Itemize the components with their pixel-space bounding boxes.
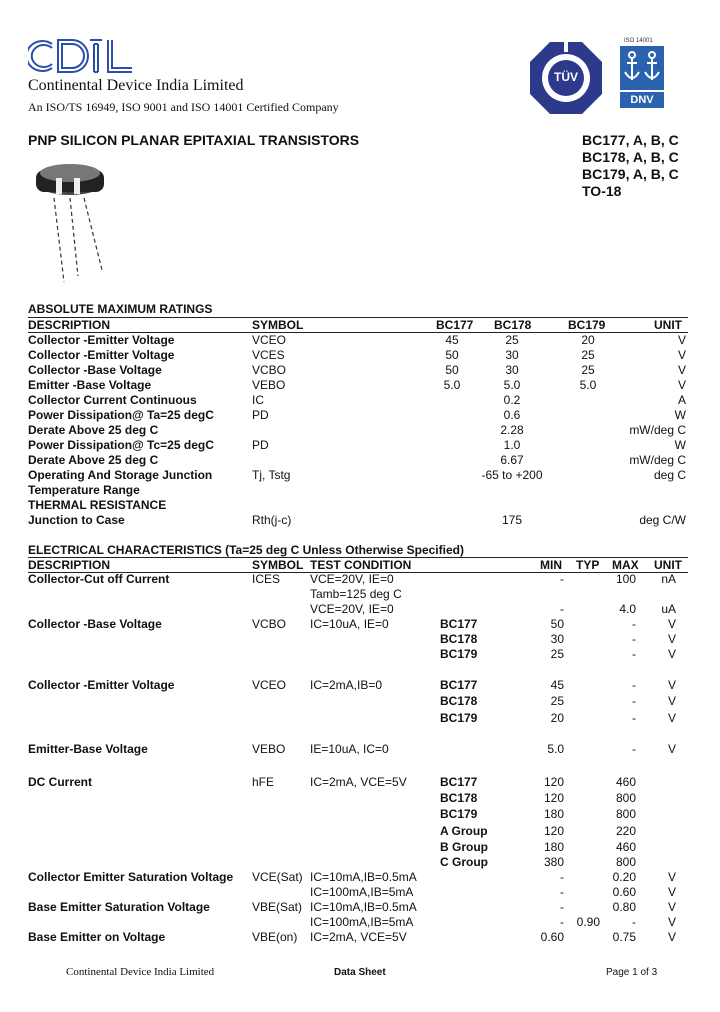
row-part: BC179	[440, 711, 478, 725]
part-list	[582, 132, 679, 200]
row-bc179: 25	[581, 348, 595, 362]
row-unit: V	[667, 632, 676, 646]
col-bc179: BC179	[568, 318, 606, 332]
col-bc177: BC177	[436, 318, 474, 332]
row-description: Collector Current Continuous	[28, 393, 197, 407]
row-max: 800	[615, 807, 636, 821]
row-part: B Group	[440, 840, 488, 854]
elec-row	[28, 915, 688, 930]
row-max: -	[632, 742, 636, 756]
row-description: Derate Above 25 deg C	[28, 453, 159, 467]
row-unit: V	[667, 647, 676, 661]
row-min: 5.0	[547, 742, 564, 756]
row-unit: deg C/W	[639, 513, 686, 527]
row-min: 20	[550, 711, 564, 725]
row-max: 800	[615, 791, 636, 805]
dnv-badge	[620, 38, 664, 110]
elec-row	[28, 775, 688, 790]
row-test-condition: IC=2mA, VCE=5V	[310, 930, 407, 944]
row-max: -	[632, 632, 636, 646]
row-unit: V	[667, 885, 676, 899]
row-max: 0.80	[612, 900, 636, 914]
row-min: 180	[543, 840, 564, 854]
row-min: -	[560, 602, 564, 616]
elec-header-row	[28, 557, 688, 573]
row-min: 25	[550, 694, 564, 708]
row-symbol: IC	[252, 393, 264, 407]
cdil-logo	[28, 36, 134, 76]
row-test-condition: IC=2mA,IB=0	[310, 678, 383, 692]
row-unit: mW/deg C	[629, 453, 686, 467]
elec-row	[28, 807, 688, 822]
row-bc178: 2.28	[500, 423, 524, 437]
company-name: Continental Device India Limited	[28, 77, 244, 94]
row-max: 4.0	[619, 602, 636, 616]
abs-max-rows	[28, 333, 688, 528]
row-max: 220	[615, 824, 636, 838]
row-symbol: VCE(Sat)	[252, 870, 303, 884]
abs-max-row	[28, 498, 688, 513]
elec-row	[28, 602, 688, 617]
row-part: BC177	[440, 678, 478, 692]
row-bc178: 1.0	[503, 438, 521, 452]
package-to18: TO-18	[582, 183, 622, 199]
row-test-condition: IE=10uA, IC=0	[310, 742, 389, 756]
row-part: C Group	[440, 855, 488, 869]
row-max: -	[632, 711, 636, 725]
row-unit: V	[667, 678, 676, 692]
row-description: Collector Emitter Saturation Voltage	[28, 870, 234, 884]
row-max: 100	[615, 572, 636, 586]
row-description: Power Dissipation@ Tc=25 degC	[28, 438, 214, 452]
row-max: 800	[615, 855, 636, 869]
abs-max-row	[28, 363, 688, 378]
row-unit: V	[667, 915, 676, 929]
row-test-condition: VCE=20V, IE=0	[310, 602, 394, 616]
row-unit: V	[667, 742, 676, 756]
row-unit: V	[667, 617, 676, 631]
row-min: 180	[543, 807, 564, 821]
row-bc178: 0.6	[503, 408, 521, 422]
part-bc179: BC179, A, B, C	[582, 166, 679, 182]
row-symbol: VCBO	[252, 363, 287, 377]
row-description: Collector-Cut off Current	[28, 572, 170, 586]
abs-max-row	[28, 513, 688, 528]
row-max: 0.75	[612, 930, 636, 944]
col-unit: UNIT	[654, 318, 682, 332]
row-symbol: VCEO	[252, 678, 287, 692]
row-unit: deg C	[653, 468, 686, 482]
elec-row	[28, 840, 688, 855]
row-unit: V	[667, 870, 676, 884]
row-bc177: 50	[445, 363, 459, 377]
elec-row	[28, 694, 688, 709]
row-symbol: Tj, Tstg	[252, 468, 291, 482]
row-unit: A	[677, 393, 686, 407]
row-min: 120	[543, 824, 564, 838]
abs-max-row	[28, 393, 688, 408]
row-min: 120	[543, 791, 564, 805]
row-max: -	[632, 617, 636, 631]
row-description: Collector -Base Voltage	[28, 617, 162, 631]
row-symbol: VCBO	[252, 617, 287, 631]
row-test-condition: IC=10uA, IE=0	[310, 617, 389, 631]
elec-col-typ: TYP	[576, 558, 600, 572]
row-test-condition: IC=100mA,IB=5mA	[310, 885, 414, 899]
abs-max-header-row	[28, 317, 688, 333]
row-min: 50	[550, 617, 564, 631]
elec-row	[28, 900, 688, 915]
abs-max-row	[28, 468, 688, 483]
abs-max-row	[28, 348, 688, 363]
row-unit: V	[677, 348, 686, 362]
row-unit: mW/deg C	[629, 423, 686, 437]
row-unit: uA	[661, 602, 676, 616]
logo-letter-l	[108, 40, 132, 72]
row-symbol: hFE	[252, 775, 275, 789]
elec-col-min: MIN	[540, 558, 562, 572]
abs-max-row	[28, 408, 688, 423]
row-unit: W	[674, 408, 686, 422]
footer-page-number: Page 1 of 3	[606, 967, 658, 978]
row-symbol: PD	[252, 408, 269, 422]
row-symbol: VEBO	[252, 742, 286, 756]
row-description: Temperature Range	[28, 483, 140, 497]
row-min: -	[560, 915, 564, 929]
abs-max-row	[28, 483, 688, 498]
row-bc178: 5.0	[503, 378, 521, 392]
row-bc178: 175	[501, 513, 523, 527]
elec-heading: ELECTRICAL CHARACTERISTICS (Ta=25 deg C Unless Otherwise Specified)	[28, 543, 464, 557]
part-bc178: BC178, A, B, C	[582, 149, 679, 165]
row-min: 25	[550, 647, 564, 661]
abs-max-row	[28, 333, 688, 348]
row-unit: V	[677, 333, 686, 347]
row-description: Base Emitter Saturation Voltage	[28, 900, 210, 914]
row-part: BC178	[440, 632, 478, 646]
elec-row	[28, 678, 688, 693]
tuv-text: TÜV	[554, 70, 578, 84]
row-unit: V	[667, 900, 676, 914]
row-description: Collector -Emitter Voltage	[28, 333, 175, 347]
row-unit: W	[674, 438, 686, 452]
row-bc179: 25	[581, 363, 595, 377]
abs-max-row	[28, 378, 688, 393]
row-max: 0.20	[612, 870, 636, 884]
elec-col-symbol: SYMBOL	[252, 558, 304, 572]
row-bc178: -65 to +200	[481, 468, 543, 482]
row-min: -	[560, 900, 564, 914]
row-typ: 0.90	[576, 915, 600, 929]
col-description: DESCRIPTION	[28, 318, 111, 332]
row-max: -	[632, 694, 636, 708]
row-max: -	[632, 647, 636, 661]
elec-col-unit: UNIT	[654, 558, 682, 572]
row-max: -	[632, 678, 636, 692]
row-min: 30	[550, 632, 564, 646]
row-unit: nA	[661, 572, 676, 586]
row-test-condition: VCE=20V, IE=0	[310, 572, 394, 586]
row-symbol: VBE(on)	[252, 930, 298, 944]
abs-max-row	[28, 438, 688, 453]
row-part: BC178	[440, 791, 478, 805]
row-min: 120	[543, 775, 564, 789]
elec-col-test-condition: TEST CONDITION	[310, 558, 412, 572]
transistor-package-image	[26, 160, 116, 284]
row-max: 0.60	[612, 885, 636, 899]
row-part: BC177	[440, 775, 478, 789]
row-unit: V	[677, 378, 686, 392]
elec-col-max: MAX	[612, 558, 639, 572]
elec-row	[28, 617, 688, 632]
elec-row	[28, 930, 688, 945]
row-bc177: 5.0	[443, 378, 461, 392]
footer-company: Continental Device India Limited	[66, 966, 215, 978]
row-description: Collector -Base Voltage	[28, 363, 162, 377]
row-bc178: 30	[505, 363, 519, 377]
row-symbol: VCEO	[252, 333, 287, 347]
col-symbol: SYMBOL	[252, 318, 304, 332]
row-description: Base Emitter on Voltage	[28, 930, 166, 944]
elec-row	[28, 885, 688, 900]
row-part: BC177	[440, 617, 478, 631]
row-min: 0.60	[540, 930, 564, 944]
elec-row	[28, 632, 688, 647]
row-min: -	[560, 885, 564, 899]
row-unit: V	[677, 363, 686, 377]
footer-data-sheet: Data Sheet	[334, 967, 386, 978]
elec-row	[28, 587, 688, 602]
elec-row	[28, 870, 688, 885]
row-symbol: Rth(j-c)	[252, 513, 292, 527]
row-bc177: 50	[445, 348, 459, 362]
elec-row	[28, 791, 688, 806]
logo-letter-i	[90, 40, 102, 72]
row-description: THERMAL RESISTANCE	[28, 498, 167, 512]
row-description: Collector -Emitter Voltage	[28, 678, 175, 692]
row-description: Junction to Case	[28, 513, 125, 527]
row-symbol: PD	[252, 438, 269, 452]
row-symbol: ICES	[252, 572, 281, 586]
abs-max-row	[28, 423, 688, 438]
row-description: DC Current	[28, 775, 93, 789]
row-bc178: 30	[505, 348, 519, 362]
row-bc179: 20	[581, 333, 595, 347]
row-part: BC179	[440, 807, 478, 821]
elec-col-description: DESCRIPTION	[28, 558, 111, 572]
row-test-condition: Tamb=125 deg C	[310, 587, 402, 601]
elec-row	[28, 742, 688, 757]
tuv-badge	[528, 40, 604, 116]
row-description: Emitter -Base Voltage	[28, 378, 152, 392]
iso-small-label: ISO 14001	[624, 38, 653, 44]
page-title: PNP SILICON PLANAR EPITAXIAL TRANSISTORS	[28, 132, 360, 148]
row-min: 380	[543, 855, 564, 869]
row-part: A Group	[440, 824, 488, 838]
row-description: Power Dissipation@ Ta=25 degC	[28, 408, 214, 422]
elec-row	[28, 711, 688, 726]
row-min: 45	[550, 678, 564, 692]
elec-row	[28, 855, 688, 870]
abs-max-table	[28, 317, 688, 528]
logo-letter-c	[28, 41, 52, 71]
row-part: BC178	[440, 694, 478, 708]
elec-row	[28, 824, 688, 839]
dnv-text: DNV	[620, 92, 664, 108]
row-symbol: VBE(Sat)	[252, 900, 303, 914]
row-test-condition: IC=10mA,IB=0.5mA	[310, 900, 417, 914]
elec-row	[28, 647, 688, 662]
row-test-condition: IC=10mA,IB=0.5mA	[310, 870, 417, 884]
row-test-condition: IC=100mA,IB=5mA	[310, 915, 414, 929]
row-bc178: 25	[505, 333, 519, 347]
row-max: -	[632, 915, 636, 929]
anchor-icon	[620, 46, 664, 90]
row-bc177: 45	[445, 333, 459, 347]
row-description: Collector -Emitter Voltage	[28, 348, 175, 362]
abs-max-heading: ABSOLUTE MAXIMUM RATINGS	[28, 302, 213, 316]
row-test-condition: IC=2mA, VCE=5V	[310, 775, 407, 789]
row-min: -	[560, 572, 564, 586]
row-bc179: 5.0	[579, 378, 597, 392]
row-max: 460	[615, 775, 636, 789]
row-description: Emitter-Base Voltage	[28, 742, 148, 756]
logo-letter-d	[58, 40, 88, 72]
abs-max-row	[28, 453, 688, 468]
certification-line: An ISO/TS 16949, ISO 9001 and ISO 14001 Certified Company	[28, 100, 339, 114]
part-bc177: BC177, A, B, C	[582, 132, 679, 148]
row-symbol: VCES	[252, 348, 285, 362]
row-bc178: 0.2	[503, 393, 521, 407]
row-unit: V	[667, 711, 676, 725]
elec-row	[28, 572, 688, 587]
row-description: Operating And Storage Junction	[28, 468, 213, 482]
row-part: BC179	[440, 647, 478, 661]
row-min: -	[560, 870, 564, 884]
row-symbol: VEBO	[252, 378, 286, 392]
col-bc178: BC178	[494, 318, 532, 332]
row-max: 460	[615, 840, 636, 854]
row-unit: V	[667, 694, 676, 708]
row-bc178: 6.67	[500, 453, 524, 467]
row-description: Derate Above 25 deg C	[28, 423, 159, 437]
row-unit: V	[667, 930, 676, 944]
